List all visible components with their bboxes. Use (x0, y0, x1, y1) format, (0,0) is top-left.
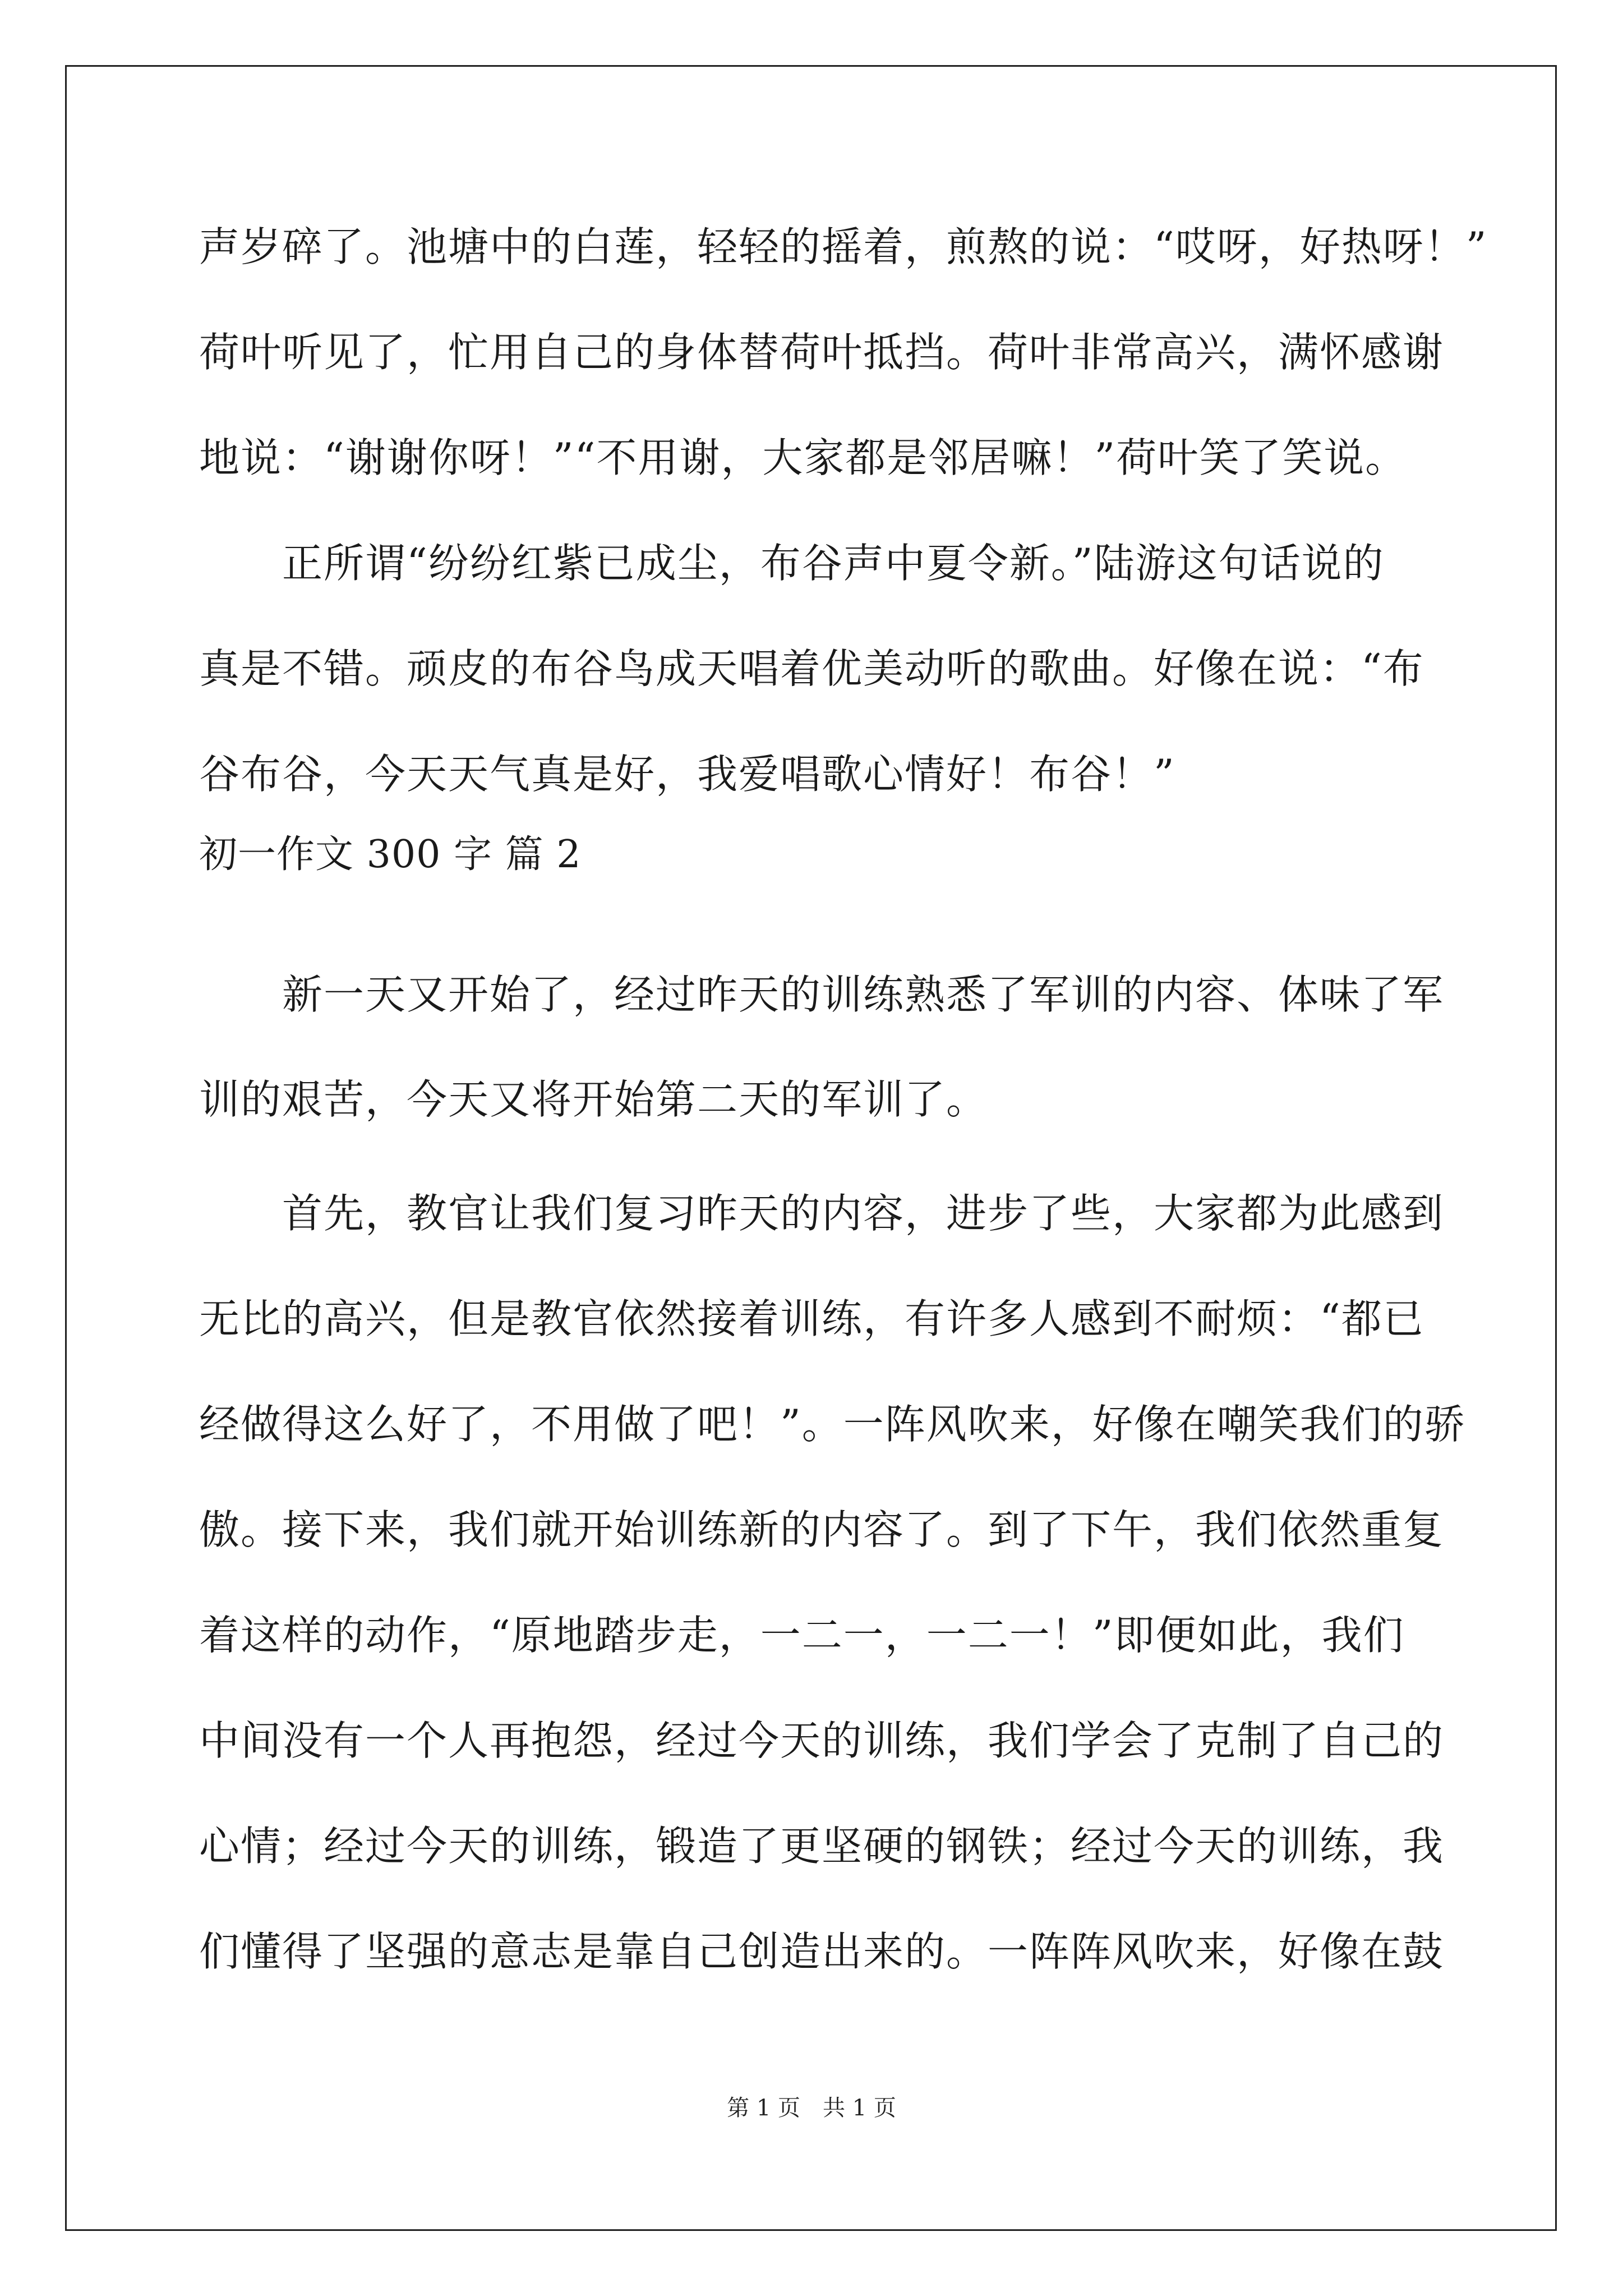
text-line: 地说：“谢谢你呀！”“不用谢，大家都是邻居嘛！”荷叶笑了笑说。 (199, 434, 1407, 481)
text-line: 谷布谷，今天天气真是好，我爱唱歌心情好！布谷！” (199, 751, 1175, 798)
text-line: 训的艰苦，今天又将开始第二天的军训了。 (199, 1076, 988, 1123)
text-line: 傲。接下来，我们就开始训练新的内容了。到了下午，我们依然重复 (199, 1506, 1445, 1553)
text-line: 声岁碎了。池塘中的白莲，轻轻的摇着，煎熬的说：“哎呀，好热呀！” (199, 223, 1488, 270)
text-line: 新一天又开始了，经过昨天的训练熟悉了军训的内容、体味了军 (199, 971, 1445, 1018)
text-line: 首先，教官让我们复习昨天的内容，进步了些，大家都为此感到 (199, 1190, 1445, 1237)
text-line: 经做得这么好了，不用做了吧！”。一阵风吹来，好像在嘲笑我们的骄 (199, 1401, 1466, 1448)
text-line: 荷叶听见了，忙用自己的身体替荷叶抵挡。荷叶非常高兴，满怀感谢 (199, 329, 1445, 376)
text-line: 真是不错。顽皮的布谷鸟成天唱着优美动听的歌曲。好像在说：“布 (199, 645, 1424, 692)
page-number-footer: 第 1 页 共 1 页 (727, 2095, 896, 2121)
text-line: 心情；经过今天的训练，锻造了更坚硬的钢铁；经过今天的训练，我 (199, 1823, 1445, 1870)
text-line: 中间没有一个人再抱怨，经过今天的训练，我们学会了克制了自己的 (199, 1717, 1445, 1764)
text-line: 无比的高兴，但是教官依然接着训练，有许多人感到不耐烦：“都已 (199, 1295, 1424, 1342)
text-line: 正所谓“纷纷红紫已成尘，布谷声中夏令新。”陆游这句话说的 (199, 540, 1385, 587)
text-line: 着这样的动作，“原地踏步走，一二一，一二一！”即便如此，我们 (199, 1612, 1405, 1659)
text-line: 们懂得了坚强的意志是靠自己创造出来的。一阵阵风吹来，好像在鼓 (199, 1928, 1445, 1975)
page-border (65, 65, 1557, 2231)
section-heading: 初一作文 300 字 篇 2 (199, 832, 582, 877)
